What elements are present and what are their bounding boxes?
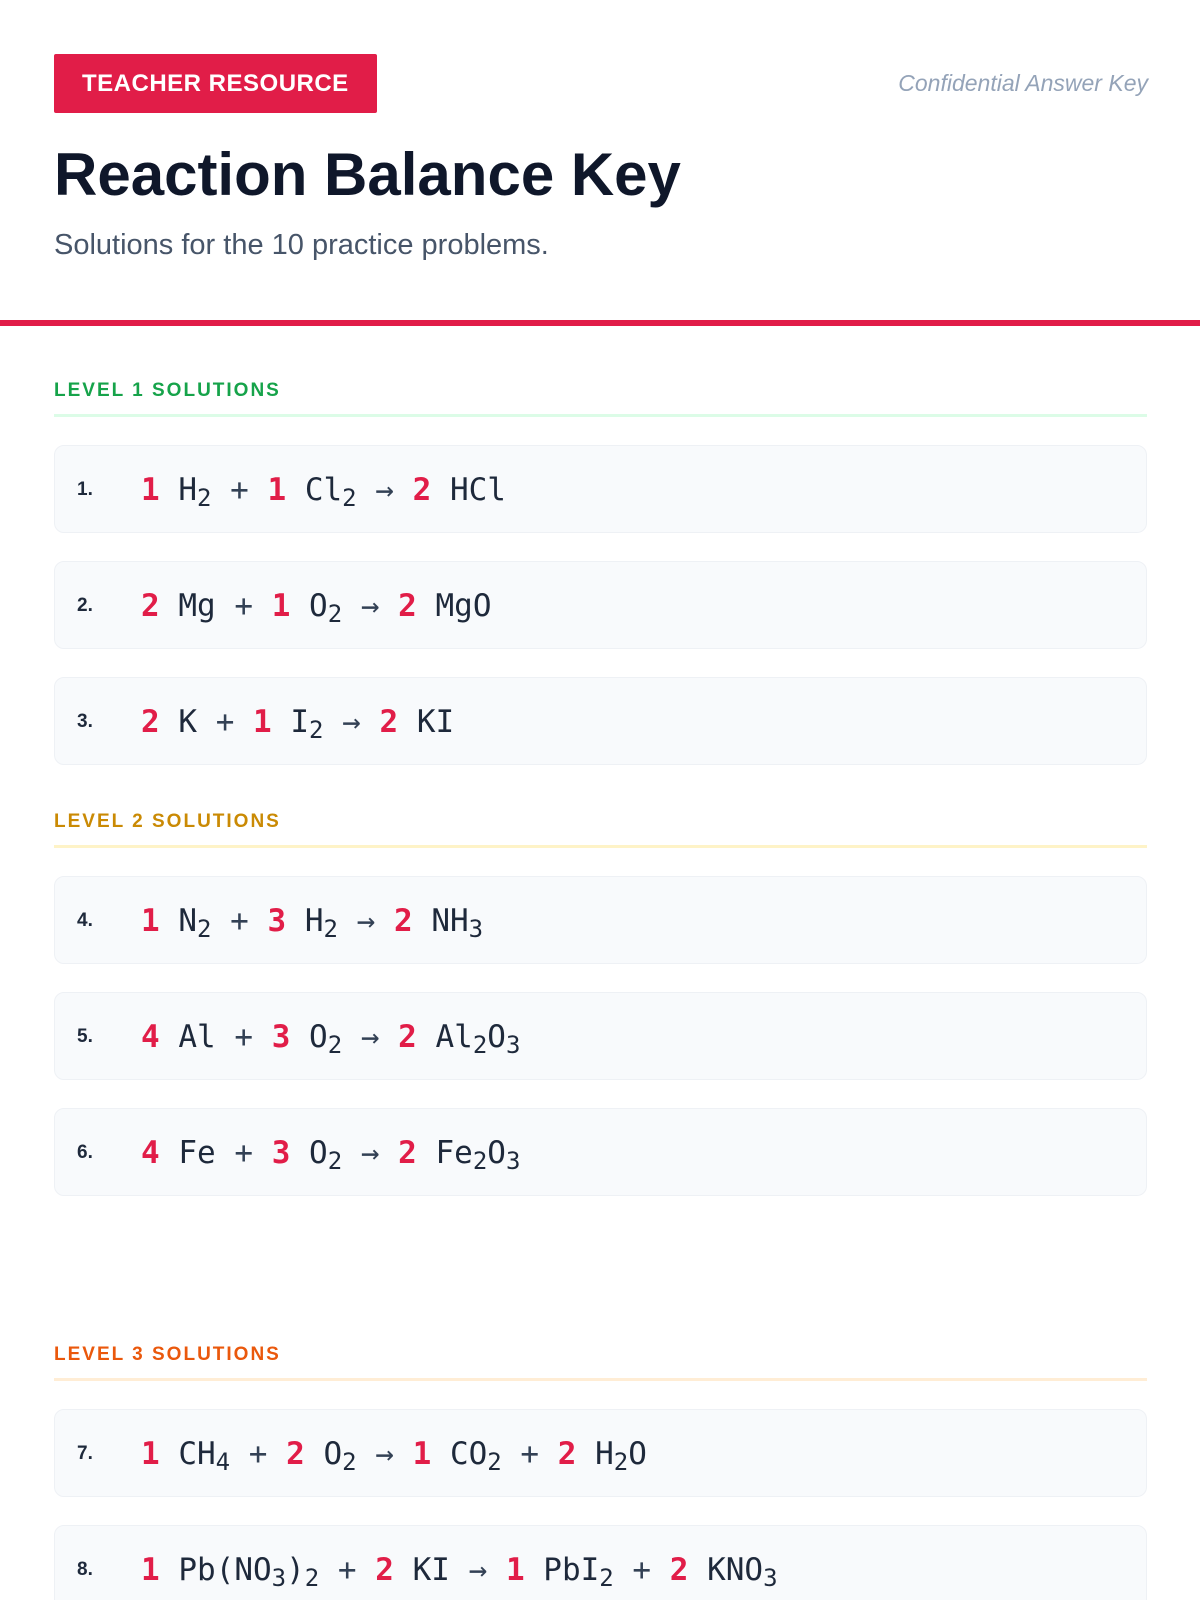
- reaction-arrow: →: [360, 1019, 380, 1055]
- element-symbol: Pb(NO: [178, 1552, 272, 1588]
- coefficient: 2: [412, 472, 432, 508]
- coefficient: 2: [669, 1552, 689, 1588]
- balanced-equation: [141, 678, 454, 766]
- equation-card: [54, 1525, 1147, 1600]
- subscript: 3: [271, 1564, 287, 1592]
- subscript: 2: [342, 1448, 357, 1476]
- chemical-formula: [543, 1552, 614, 1592]
- subscript: 4: [215, 1448, 231, 1476]
- problem-number: 8.: [77, 1559, 93, 1580]
- equation-card: [54, 1108, 1147, 1196]
- chemical-formula: [309, 1135, 343, 1175]
- chemical-formula: [178, 472, 212, 512]
- equation-card: [54, 876, 1147, 964]
- coefficient: 1: [267, 472, 287, 508]
- level-3-section: [54, 1344, 1147, 1600]
- header-divider: [0, 320, 1200, 326]
- element-symbol: Mg: [178, 588, 216, 624]
- coefficient: 2: [375, 1552, 394, 1588]
- chemical-formula: [304, 903, 338, 943]
- coefficient: 2: [393, 903, 413, 939]
- element-symbol: O: [628, 1436, 647, 1472]
- reaction-arrow: →: [360, 1135, 380, 1171]
- plus-sign: +: [234, 1019, 254, 1055]
- element-symbol: CH: [178, 1436, 216, 1472]
- element-symbol: N: [178, 903, 198, 939]
- subscript: 2: [472, 1031, 488, 1059]
- coefficient: 2: [557, 1436, 577, 1472]
- equation-card: [54, 445, 1147, 533]
- subscript: 2: [327, 1147, 343, 1175]
- coefficient: 2: [379, 704, 399, 740]
- element-symbol: H: [178, 472, 198, 508]
- problem-number: 3.: [77, 711, 93, 732]
- coefficient: 2: [286, 1436, 305, 1472]
- element-symbol: O: [487, 1135, 506, 1171]
- coefficient: 3: [271, 1135, 291, 1171]
- coefficient: 1: [253, 704, 272, 740]
- element-symbol: ): [286, 1552, 305, 1588]
- coefficient: 2: [141, 588, 160, 624]
- plus-sign: +: [234, 588, 254, 624]
- coefficient: 2: [398, 1019, 417, 1055]
- balanced-equation: [141, 562, 492, 650]
- element-symbol: H: [595, 1436, 614, 1472]
- element-symbol: O: [309, 1135, 328, 1171]
- balanced-equation: [141, 1526, 778, 1600]
- chemical-formula: [178, 588, 215, 624]
- subscript: 3: [505, 1147, 521, 1175]
- chemical-formula: [304, 472, 357, 512]
- coefficient: 2: [398, 588, 417, 624]
- element-symbol: O: [309, 588, 328, 624]
- plus-sign: +: [337, 1552, 357, 1588]
- coefficient: 3: [271, 1019, 291, 1055]
- problem-number: 1.: [77, 479, 93, 500]
- element-symbol: Al: [435, 1019, 473, 1055]
- subscript: 3: [468, 915, 484, 943]
- equation-card: [54, 992, 1147, 1080]
- subscript: 2: [197, 484, 212, 512]
- element-symbol: K: [178, 704, 198, 740]
- element-symbol: KNO: [707, 1552, 764, 1588]
- chemical-formula: [449, 1436, 502, 1476]
- subscript: 2: [327, 600, 343, 628]
- coefficient: 3: [267, 903, 287, 939]
- chemical-formula: [290, 704, 324, 744]
- element-symbol: Fe: [178, 1135, 216, 1171]
- page-subtitle: Solutions for the 10 practice problems.: [54, 229, 549, 261]
- chemical-formula: [450, 472, 506, 508]
- coefficient: 1: [141, 1436, 160, 1472]
- element-symbol: I: [290, 704, 310, 740]
- chemical-formula: [309, 1019, 343, 1059]
- problem-number: 2.: [77, 595, 93, 616]
- element-symbol: Fe: [435, 1135, 473, 1171]
- subscript: 2: [304, 1564, 320, 1592]
- element-symbol: H: [304, 903, 324, 939]
- subscript: 2: [323, 915, 338, 943]
- confidential-label: Confidential Answer Key: [898, 70, 1148, 96]
- coefficient: 1: [141, 472, 160, 508]
- page-header: [0, 0, 1200, 268]
- plus-sign: +: [230, 903, 249, 939]
- level-1-section: [54, 380, 1147, 765]
- chemical-formula: [178, 1552, 320, 1592]
- element-symbol: KI: [412, 1552, 450, 1588]
- equation-card: [54, 561, 1147, 649]
- subscript: 3: [763, 1564, 778, 1592]
- plus-sign: +: [520, 1436, 540, 1472]
- subscript: 2: [197, 915, 212, 943]
- chemical-formula: [417, 704, 454, 740]
- reaction-arrow: →: [375, 472, 394, 508]
- equation-card: [54, 677, 1147, 765]
- coefficient: 2: [141, 704, 160, 740]
- coefficient: 1: [141, 1552, 160, 1588]
- balanced-equation: [141, 1410, 647, 1498]
- chemical-formula: [435, 1135, 521, 1175]
- balanced-equation: [141, 993, 520, 1081]
- reaction-arrow: →: [375, 1436, 394, 1472]
- reaction-arrow: →: [468, 1552, 488, 1588]
- plus-sign: +: [215, 704, 235, 740]
- chemical-formula: [178, 1436, 231, 1476]
- chemical-formula: [323, 1436, 357, 1476]
- problem-number: 4.: [77, 910, 93, 931]
- balanced-equation: [141, 446, 506, 534]
- chemical-formula: [707, 1552, 778, 1592]
- coefficient: 1: [141, 903, 160, 939]
- chemical-formula: [431, 903, 484, 943]
- element-symbol: O: [309, 1019, 328, 1055]
- problem-number: 5.: [77, 1026, 93, 1047]
- chemical-formula: [309, 588, 343, 628]
- plus-sign: +: [234, 1135, 254, 1171]
- element-symbol: NH: [431, 903, 469, 939]
- level-2-section: [54, 811, 1147, 1196]
- chemical-formula: [595, 1436, 647, 1476]
- chemical-formula: [178, 704, 197, 740]
- problem-number: 6.: [77, 1142, 93, 1163]
- plus-sign: +: [230, 472, 249, 508]
- section-heading: LEVEL 1 SOLUTIONS: [54, 380, 1147, 417]
- subscript: 2: [342, 484, 357, 512]
- coefficient: 1: [271, 588, 291, 624]
- balanced-equation: [141, 1109, 520, 1197]
- subscript: 2: [309, 716, 324, 744]
- chemical-formula: [435, 1019, 521, 1059]
- element-symbol: MgO: [435, 588, 492, 624]
- chemical-formula: [178, 903, 212, 943]
- problem-number: 7.: [77, 1443, 93, 1464]
- element-symbol: O: [323, 1436, 343, 1472]
- reaction-arrow: →: [360, 588, 380, 624]
- subscript: 2: [613, 1448, 629, 1476]
- teacher-resource-badge: TEACHER RESOURCE: [54, 54, 377, 113]
- plus-sign: +: [248, 1436, 268, 1472]
- chemical-formula: [436, 588, 492, 624]
- subscript: 2: [327, 1031, 343, 1059]
- section-heading: LEVEL 3 SOLUTIONS: [54, 1344, 1147, 1381]
- chemical-formula: [178, 1019, 215, 1055]
- subscript: 2: [487, 1448, 502, 1476]
- element-symbol: KI: [416, 704, 455, 740]
- equation-card: [54, 1409, 1147, 1497]
- chemical-formula: [413, 1552, 450, 1588]
- coefficient: 4: [141, 1019, 160, 1055]
- element-symbol: CO: [449, 1436, 488, 1472]
- coefficient: 2: [398, 1135, 417, 1171]
- element-symbol: Al: [178, 1019, 216, 1055]
- plus-sign: +: [632, 1552, 652, 1588]
- subscript: 2: [472, 1147, 488, 1175]
- page-title: Reaction Balance Key: [54, 141, 681, 208]
- coefficient: 1: [505, 1552, 525, 1588]
- element-symbol: HCl: [449, 472, 506, 508]
- section-heading: LEVEL 2 SOLUTIONS: [54, 811, 1147, 848]
- element-symbol: Cl: [304, 472, 343, 508]
- subscript: 3: [505, 1031, 521, 1059]
- subscript: 2: [599, 1564, 614, 1592]
- coefficient: 4: [141, 1135, 160, 1171]
- reaction-arrow: →: [356, 903, 376, 939]
- balanced-equation: [141, 877, 483, 965]
- element-symbol: PbI: [543, 1552, 600, 1588]
- element-symbol: O: [487, 1019, 506, 1055]
- chemical-formula: [178, 1135, 215, 1171]
- reaction-arrow: →: [342, 704, 361, 740]
- coefficient: 1: [412, 1436, 432, 1472]
